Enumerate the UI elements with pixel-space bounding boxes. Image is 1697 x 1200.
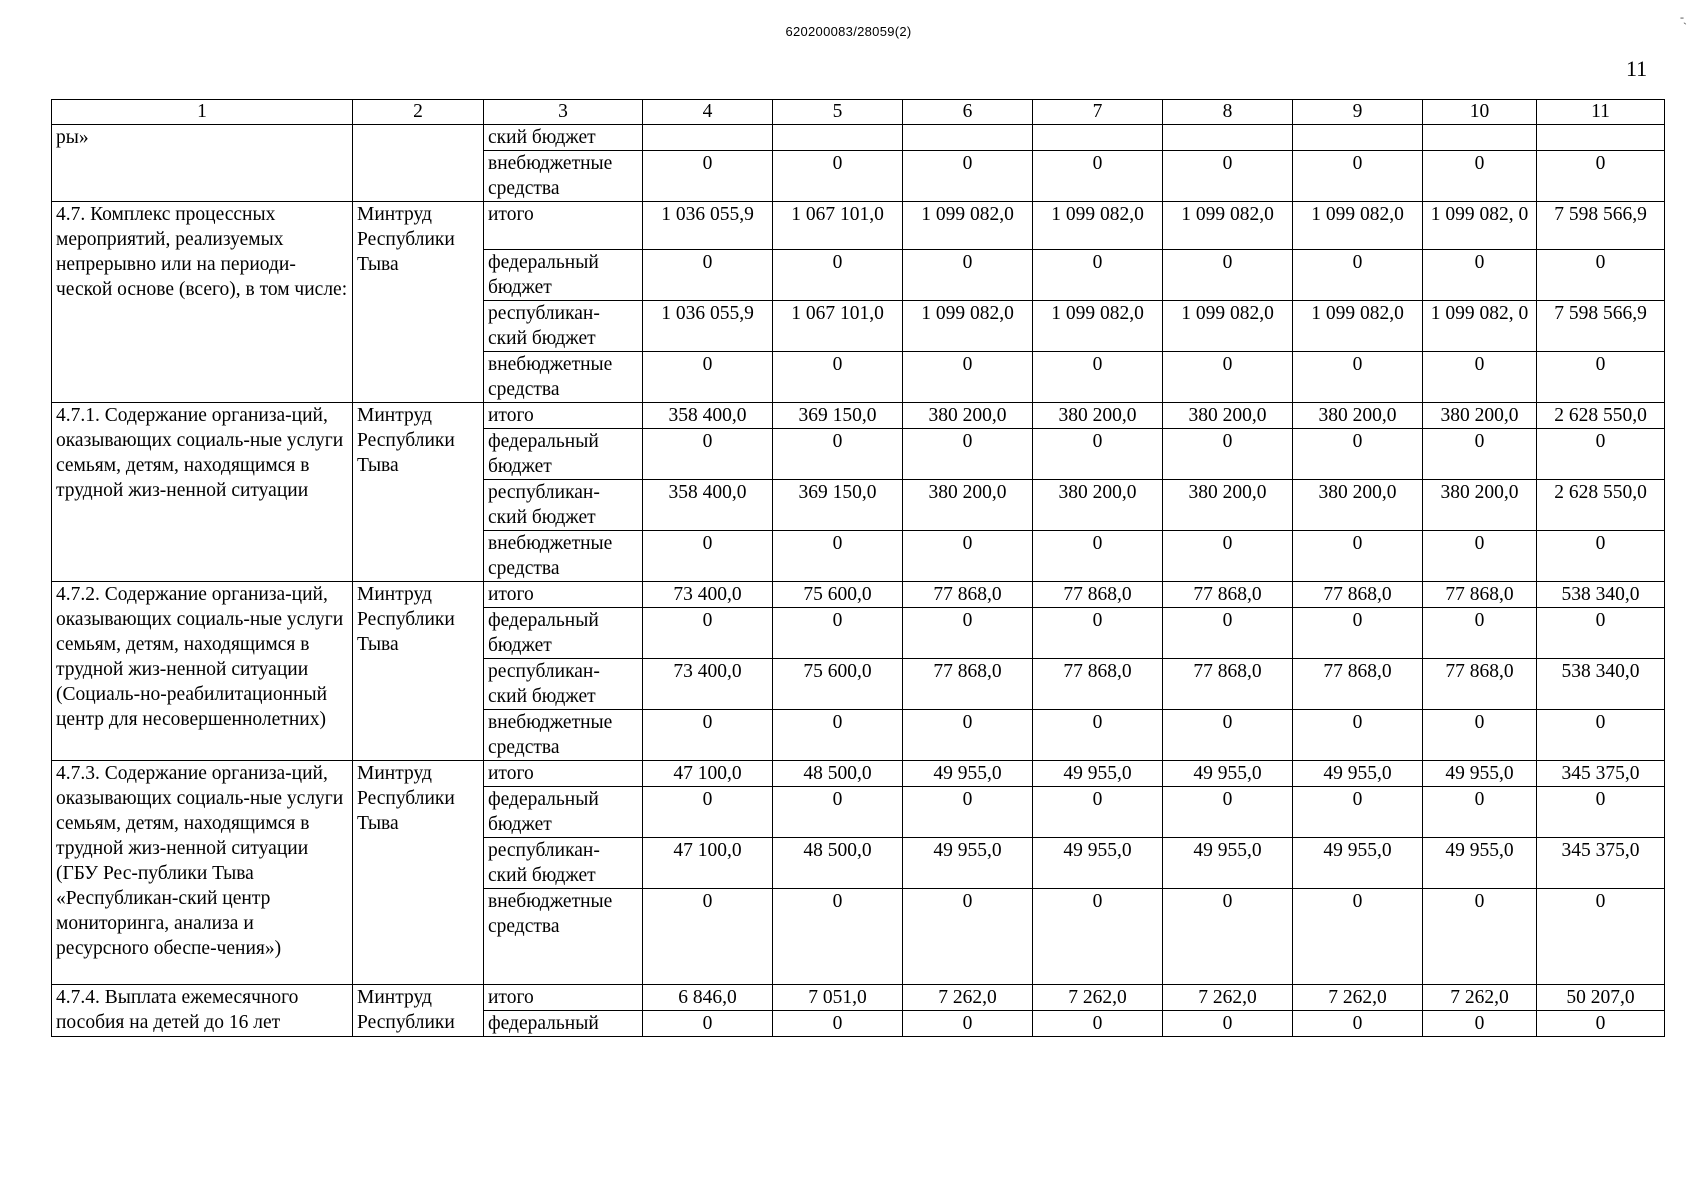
funding-source: итого: [484, 403, 643, 429]
responsible-executor: Минтруд Республики: [353, 985, 484, 1037]
activity-name: 4.7. Комплекс процессных мероприятий, реализуемых непрерывно или на периоди-ческой основе (всего), в том числе:: [52, 202, 353, 403]
amount-cell: 369 150,0: [773, 403, 903, 429]
column-header: 3: [484, 100, 643, 125]
amount-cell: [1423, 125, 1537, 151]
amount-cell: 49 955,0: [1293, 761, 1423, 787]
amount-cell: 47 100,0: [643, 761, 773, 787]
amount-cell: 0: [1423, 608, 1537, 659]
amount-cell: 49 955,0: [1033, 761, 1163, 787]
column-header: 9: [1293, 100, 1423, 125]
amount-cell: 50 207,0: [1537, 985, 1665, 1011]
amount-cell: 49 955,0: [903, 838, 1033, 889]
amount-cell: 0: [643, 250, 773, 301]
amount-cell: 0: [1423, 710, 1537, 761]
funding-source: республикан-ский бюджет: [484, 659, 643, 710]
amount-cell: 0: [1163, 889, 1293, 985]
amount-cell: 0: [1163, 250, 1293, 301]
amount-cell: 0: [1033, 531, 1163, 582]
budget-table: [51, 99, 1665, 1037]
amount-cell: 0: [1293, 1011, 1423, 1037]
amount-cell: 0: [1293, 531, 1423, 582]
amount-cell: 0: [1163, 151, 1293, 202]
amount-cell: 7 262,0: [1163, 985, 1293, 1011]
funding-source: федеральный бюджет: [484, 429, 643, 480]
amount-cell: 1 099 082,0: [1163, 301, 1293, 352]
page-number: 11: [1626, 56, 1648, 81]
amount-cell: 1 099 082,0: [1033, 202, 1163, 250]
amount-cell: 0: [1537, 889, 1665, 985]
amount-cell: 2 628 550,0: [1537, 480, 1665, 531]
funding-source: итого: [484, 985, 643, 1011]
responsible-executor: Минтруд Республики Тыва: [353, 202, 484, 403]
amount-cell: 0: [1423, 787, 1537, 838]
amount-cell: 1 099 082, 0: [1423, 202, 1537, 250]
amount-cell: 0: [773, 787, 903, 838]
amount-cell: 77 868,0: [903, 582, 1033, 608]
table-row: [52, 125, 1665, 151]
amount-cell: 49 955,0: [1423, 838, 1537, 889]
amount-cell: 0: [1293, 889, 1423, 985]
amount-cell: 0: [1537, 787, 1665, 838]
amount-cell: 380 200,0: [1423, 403, 1537, 429]
amount-cell: 0: [643, 429, 773, 480]
amount-cell: 0: [1033, 608, 1163, 659]
amount-cell: 0: [903, 710, 1033, 761]
responsible-executor: Минтруд Республики Тыва: [353, 403, 484, 582]
amount-cell: 380 200,0: [1163, 480, 1293, 531]
amount-cell: 0: [1423, 429, 1537, 480]
amount-cell: 75 600,0: [773, 582, 903, 608]
amount-cell: [903, 125, 1033, 151]
amount-cell: 77 868,0: [1163, 582, 1293, 608]
table-body: [52, 125, 1665, 1037]
amount-cell: 0: [773, 889, 903, 985]
column-header: 2: [353, 100, 484, 125]
amount-cell: [1163, 125, 1293, 151]
amount-cell: 0: [643, 889, 773, 985]
amount-cell: 0: [1293, 250, 1423, 301]
amount-cell: 0: [903, 1011, 1033, 1037]
amount-cell: 369 150,0: [773, 480, 903, 531]
amount-cell: 0: [1537, 250, 1665, 301]
amount-cell: 48 500,0: [773, 838, 903, 889]
amount-cell: [643, 125, 773, 151]
amount-cell: 0: [1163, 531, 1293, 582]
amount-cell: 380 200,0: [1293, 480, 1423, 531]
amount-cell: 0: [1163, 1011, 1293, 1037]
amount-cell: [1293, 125, 1423, 151]
amount-cell: 0: [773, 710, 903, 761]
amount-cell: 0: [1033, 889, 1163, 985]
amount-cell: 0: [1033, 710, 1163, 761]
amount-cell: 47 100,0: [643, 838, 773, 889]
responsible-executor: Минтруд Республики Тыва: [353, 761, 484, 985]
amount-cell: 0: [1423, 151, 1537, 202]
amount-cell: 0: [1537, 1011, 1665, 1037]
amount-cell: 1 067 101,0: [773, 202, 903, 250]
amount-cell: 0: [643, 531, 773, 582]
amount-cell: 0: [1293, 151, 1423, 202]
amount-cell: 49 955,0: [1163, 761, 1293, 787]
amount-cell: 0: [903, 352, 1033, 403]
activity-name: 4.7.2. Содержание организа-ций, оказывающих социаль-ные услуги семьям, детям, находящимся в трудной жиз-ненной ситуации (Социаль-но-реабилитационный центр для несовершеннолетних): [52, 582, 353, 761]
funding-source: итого: [484, 582, 643, 608]
amount-cell: 0: [643, 1011, 773, 1037]
amount-cell: 77 868,0: [1033, 582, 1163, 608]
amount-cell: 0: [1537, 531, 1665, 582]
amount-cell: 0: [1423, 250, 1537, 301]
amount-cell: 0: [1163, 352, 1293, 403]
amount-cell: 0: [903, 531, 1033, 582]
amount-cell: 0: [903, 429, 1033, 480]
amount-cell: 77 868,0: [1163, 659, 1293, 710]
amount-cell: 73 400,0: [643, 659, 773, 710]
amount-cell: 77 868,0: [1293, 659, 1423, 710]
amount-cell: 380 200,0: [903, 403, 1033, 429]
funding-source: внебюджетные средства: [484, 710, 643, 761]
activity-name: 4.7.4. Выплата ежемесячного пособия на детей до 16 лет: [52, 985, 353, 1037]
amount-cell: 0: [1537, 352, 1665, 403]
amount-cell: 380 200,0: [1293, 403, 1423, 429]
amount-cell: 0: [1537, 151, 1665, 202]
amount-cell: 0: [903, 250, 1033, 301]
column-header: 11: [1537, 100, 1665, 125]
amount-cell: 380 200,0: [1033, 403, 1163, 429]
amount-cell: 0: [1033, 151, 1163, 202]
amount-cell: 7 051,0: [773, 985, 903, 1011]
amount-cell: 0: [903, 787, 1033, 838]
amount-cell: 0: [1033, 1011, 1163, 1037]
amount-cell: 49 955,0: [1033, 838, 1163, 889]
amount-cell: 1 067 101,0: [773, 301, 903, 352]
amount-cell: 358 400,0: [643, 480, 773, 531]
table-row: [52, 985, 1665, 1011]
amount-cell: 0: [773, 352, 903, 403]
amount-cell: [1537, 125, 1665, 151]
amount-cell: 0: [1293, 710, 1423, 761]
amount-cell: 49 955,0: [1293, 838, 1423, 889]
amount-cell: 7 262,0: [1293, 985, 1423, 1011]
amount-cell: 77 868,0: [903, 659, 1033, 710]
amount-cell: 0: [1293, 787, 1423, 838]
amount-cell: 0: [1033, 787, 1163, 838]
amount-cell: 7 262,0: [1423, 985, 1537, 1011]
amount-cell: 0: [773, 250, 903, 301]
funding-source: федеральный бюджет: [484, 608, 643, 659]
amount-cell: 0: [1423, 1011, 1537, 1037]
funding-source: федеральный бюджет: [484, 250, 643, 301]
amount-cell: 7 262,0: [903, 985, 1033, 1011]
funding-source: внебюджетные средства: [484, 151, 643, 202]
funding-source: итого: [484, 761, 643, 787]
amount-cell: 0: [773, 531, 903, 582]
amount-cell: 538 340,0: [1537, 582, 1665, 608]
amount-cell: 0: [1163, 429, 1293, 480]
amount-cell: 0: [773, 608, 903, 659]
amount-cell: 0: [1537, 608, 1665, 659]
activity-name: ры»: [52, 125, 353, 202]
table-row: [52, 403, 1665, 429]
amount-cell: 48 500,0: [773, 761, 903, 787]
funding-source: федеральный: [484, 1011, 643, 1037]
amount-cell: 1 099 082,0: [1293, 202, 1423, 250]
amount-cell: 7 262,0: [1033, 985, 1163, 1011]
amount-cell: 77 868,0: [1423, 659, 1537, 710]
amount-cell: 380 200,0: [1163, 403, 1293, 429]
amount-cell: 380 200,0: [1033, 480, 1163, 531]
column-header: 10: [1423, 100, 1537, 125]
amount-cell: 0: [1033, 352, 1163, 403]
amount-cell: 77 868,0: [1293, 582, 1423, 608]
table-row: [52, 761, 1665, 787]
amount-cell: [773, 125, 903, 151]
amount-cell: 1 036 055,9: [643, 202, 773, 250]
amount-cell: 1 099 082,0: [1163, 202, 1293, 250]
document-id: 620200083/28059(2): [785, 24, 912, 39]
funding-source: республикан-ский бюджет: [484, 480, 643, 531]
funding-source: внебюджетные средства: [484, 531, 643, 582]
amount-cell: 358 400,0: [643, 403, 773, 429]
amount-cell: 0: [773, 151, 903, 202]
amount-cell: 0: [1033, 250, 1163, 301]
amount-cell: 49 955,0: [1423, 761, 1537, 787]
amount-cell: 2 628 550,0: [1537, 403, 1665, 429]
funding-source: внебюджетные средства: [484, 889, 643, 985]
amount-cell: 0: [1293, 429, 1423, 480]
amount-cell: 1 036 055,9: [643, 301, 773, 352]
amount-cell: 0: [1163, 710, 1293, 761]
column-header: 5: [773, 100, 903, 125]
column-header: 7: [1033, 100, 1163, 125]
amount-cell: 0: [643, 608, 773, 659]
funding-source: республикан-ский бюджет: [484, 301, 643, 352]
activity-name: 4.7.3. Содержание организа-ций, оказывающих социаль-ные услуги семьям, детям, находящимся в трудной жиз-ненной ситуации (ГБУ Рес-публики Тыва «Республикан-ский центр мониторинга, анализа и ресурсного обеспе-чения»): [52, 761, 353, 985]
amount-cell: 0: [1423, 889, 1537, 985]
amount-cell: 0: [903, 151, 1033, 202]
amount-cell: 345 375,0: [1537, 761, 1665, 787]
amount-cell: 0: [643, 151, 773, 202]
amount-cell: 0: [1163, 608, 1293, 659]
amount-cell: 75 600,0: [773, 659, 903, 710]
column-header: 6: [903, 100, 1033, 125]
amount-cell: 73 400,0: [643, 582, 773, 608]
header-row: [52, 100, 1665, 125]
amount-cell: 7 598 566,9: [1537, 202, 1665, 250]
amount-cell: 0: [773, 1011, 903, 1037]
amount-cell: 1 099 082,0: [903, 301, 1033, 352]
column-header: 8: [1163, 100, 1293, 125]
amount-cell: 0: [773, 429, 903, 480]
amount-cell: 0: [1293, 352, 1423, 403]
amount-cell: 0: [1423, 352, 1537, 403]
funding-source: ский бюджет: [484, 125, 643, 151]
amount-cell: 0: [643, 787, 773, 838]
amount-cell: 1 099 082,0: [1033, 301, 1163, 352]
table-row: [52, 582, 1665, 608]
amount-cell: 380 200,0: [1423, 480, 1537, 531]
funding-source: внебюджетные средства: [484, 352, 643, 403]
amount-cell: 49 955,0: [903, 761, 1033, 787]
amount-cell: 77 868,0: [1423, 582, 1537, 608]
responsible-executor: [353, 125, 484, 202]
amount-cell: 0: [1033, 429, 1163, 480]
amount-cell: 0: [1163, 787, 1293, 838]
column-header: 1: [52, 100, 353, 125]
activity-name: 4.7.1. Содержание организа-ций, оказывающих социаль-ные услуги семьям, детям, находящимся в трудной жиз-ненной ситуации: [52, 403, 353, 582]
funding-source: республикан-ский бюджет: [484, 838, 643, 889]
amount-cell: 0: [903, 608, 1033, 659]
table-row: [52, 202, 1665, 250]
amount-cell: 0: [1537, 429, 1665, 480]
funding-source: федеральный бюджет: [484, 787, 643, 838]
column-header: 4: [643, 100, 773, 125]
scan-corner-mark: - `: [1680, 10, 1687, 34]
amount-cell: 1 099 082,0: [1293, 301, 1423, 352]
amount-cell: 0: [903, 889, 1033, 985]
amount-cell: 0: [1423, 531, 1537, 582]
amount-cell: 1 099 082,0: [903, 202, 1033, 250]
amount-cell: [1033, 125, 1163, 151]
amount-cell: 7 598 566,9: [1537, 301, 1665, 352]
amount-cell: 0: [1537, 710, 1665, 761]
amount-cell: 0: [643, 710, 773, 761]
amount-cell: 538 340,0: [1537, 659, 1665, 710]
amount-cell: 49 955,0: [1163, 838, 1293, 889]
amount-cell: 0: [1293, 608, 1423, 659]
amount-cell: 345 375,0: [1537, 838, 1665, 889]
responsible-executor: Минтруд Республики Тыва: [353, 582, 484, 761]
amount-cell: 0: [643, 352, 773, 403]
amount-cell: 6 846,0: [643, 985, 773, 1011]
funding-source: итого: [484, 202, 643, 250]
amount-cell: 1 099 082, 0: [1423, 301, 1537, 352]
amount-cell: 77 868,0: [1033, 659, 1163, 710]
amount-cell: 380 200,0: [903, 480, 1033, 531]
